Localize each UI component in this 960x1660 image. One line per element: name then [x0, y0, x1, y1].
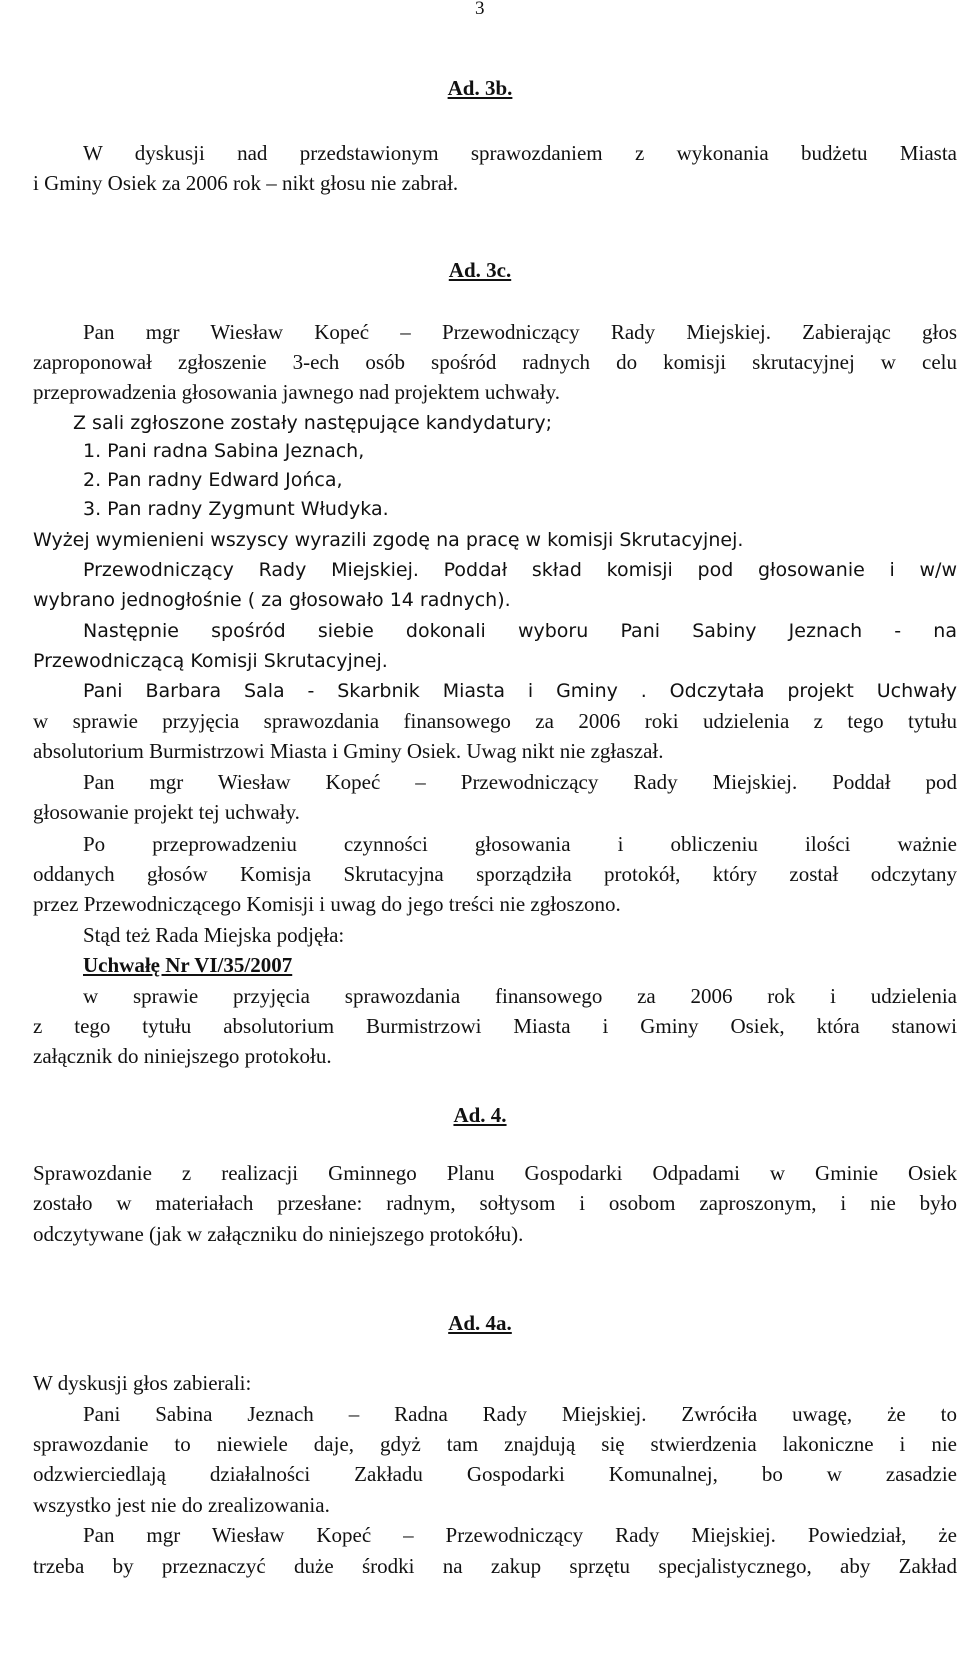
page-number: 3 — [475, 0, 485, 19]
heading-ad-4: Ad. 4. — [453, 1103, 507, 1127]
paragraph-line: i Gminy Osiek za 2006 rok – nikt głosu nie zabrał. — [33, 171, 459, 195]
paragraph-line: W dyskusji nad przedstawionym sprawozdaniem z wykonania budżetu Miasta — [83, 141, 957, 165]
paragraph-line: Pan mgr Wiesław Kopeć – Przewodniczący Rady Miejskiej. Powiedział, że — [83, 1523, 957, 1547]
paragraph-line: w sprawie przyjęcia sprawozdania finansowego za 2006 roki udzielenia z tego tytułu — [33, 709, 957, 733]
paragraph-line: odczytywane (jak w załączniku do niniejszego protokółu). — [33, 1222, 524, 1246]
paragraph-line: z tego tytułu absolutorium Burmistrzowi Miasta i Gminy Osiek, która stanowi — [33, 1014, 957, 1038]
paragraph-line: przez Przewodniczącego Komisji i uwag do jego treści nie zgłoszono. — [33, 892, 621, 916]
paragraph-line: załącznik do niniejszego protokołu. — [33, 1044, 332, 1068]
paragraph-line: Stąd też Rada Miejska podjęła: — [83, 923, 345, 947]
heading-ad-3b: Ad. 3b. — [447, 76, 513, 100]
heading-ad-3c: Ad. 3c. — [448, 258, 512, 282]
paragraph-line: trzeba by przeznaczyć duże środki na zakup sprzętu specjalistycznego, aby Zakład — [33, 1554, 957, 1578]
resolution-title: Uchwałę Nr VI/35/2007 — [83, 953, 293, 977]
paragraph-line: Wyżej wymienieni wszyscy wyrazili zgodę na pracę w komisji Skrutacyjnej. — [33, 529, 744, 551]
paragraph-line: oddanych głosów Komisja Skrutacyjna sporządziła protokół, który został odczytany — [33, 862, 957, 886]
paragraph-line: W dyskusji głos zabierali: — [33, 1371, 252, 1395]
paragraph-line: w sprawie przyjęcia sprawozdania finansowego za 2006 rok i udzielenia — [83, 984, 957, 1008]
paragraph-line: Pan mgr Wiesław Kopeć – Przewodniczący Rady Miejskiej. Poddał pod — [83, 770, 957, 794]
heading-ad-4a: Ad. 4a. — [448, 1311, 512, 1335]
paragraph-line: Przewodniczącą Komisji Skrutacyjnej. — [33, 650, 388, 672]
paragraph-line: Przewodniczący Rady Miejskiej. Poddał skład komisji pod głosowanie i w/w — [83, 559, 957, 581]
paragraph-line: Następnie spośród siebie dokonali wyboru Pani Sabiny Jeznach - na — [83, 620, 957, 642]
list-item: 2. Pan radny Edward Jońca, — [83, 469, 343, 491]
paragraph-line: absolutorium Burmistrzowi Miasta i Gminy Osiek. Uwag nikt nie zgłaszał. — [33, 739, 664, 763]
paragraph-line: odzwierciedlają działalności Zakładu Gospodarki Komunalnej, bo w zasadzie — [33, 1462, 957, 1486]
paragraph-line: wybrano jednogłośnie ( za głosowało 14 radnych). — [33, 589, 511, 611]
paragraph-line: Pan mgr Wiesław Kopeć – Przewodniczący Rady Miejskiej. Zabierając głos — [83, 320, 957, 344]
paragraph-line: zostało w materiałach przesłane: radnym, sołtysom i osobom zaproszonym, i nie było — [33, 1191, 957, 1215]
list-item: 1. Pani radna Sabina Jeznach, — [83, 440, 365, 462]
paragraph-line: Pani Sabina Jeznach – Radna Rady Miejskiej. Zwróciła uwagę, że to — [83, 1402, 957, 1426]
paragraph-line: Po przeprowadzeniu czynności głosowania i obliczeniu ilości ważnie — [83, 832, 957, 856]
paragraph-line: Pani Barbara Sala - Skarbnik Miasta i Gminy . Odczytała projekt Uchwały — [83, 680, 957, 702]
paragraph-line: zaproponował zgłoszenie 3-ech osób spośród radnych do komisji skrutacyjnej w celu — [33, 350, 957, 374]
paragraph-line: wszystko jest nie do zrealizowania. — [33, 1493, 330, 1517]
paragraph-line: Sprawozdanie z realizacji Gminnego Planu Gospodarki Odpadami w Gminie Osiek — [33, 1161, 957, 1185]
paragraph-line: głosowanie projekt tej uchwały. — [33, 800, 300, 824]
paragraph-line: Z sali zgłoszone zostały następujące kandydatury; — [73, 412, 553, 434]
paragraph-line: przeprowadzenia głosowania jawnego nad projektem uchwały. — [33, 380, 560, 404]
paragraph-line: sprawozdanie to niewiele daje, gdyż tam znajdują się stwierdzenia lakoniczne i nie — [33, 1432, 957, 1456]
list-item: 3. Pan radny Zygmunt Włudyka. — [83, 498, 389, 520]
